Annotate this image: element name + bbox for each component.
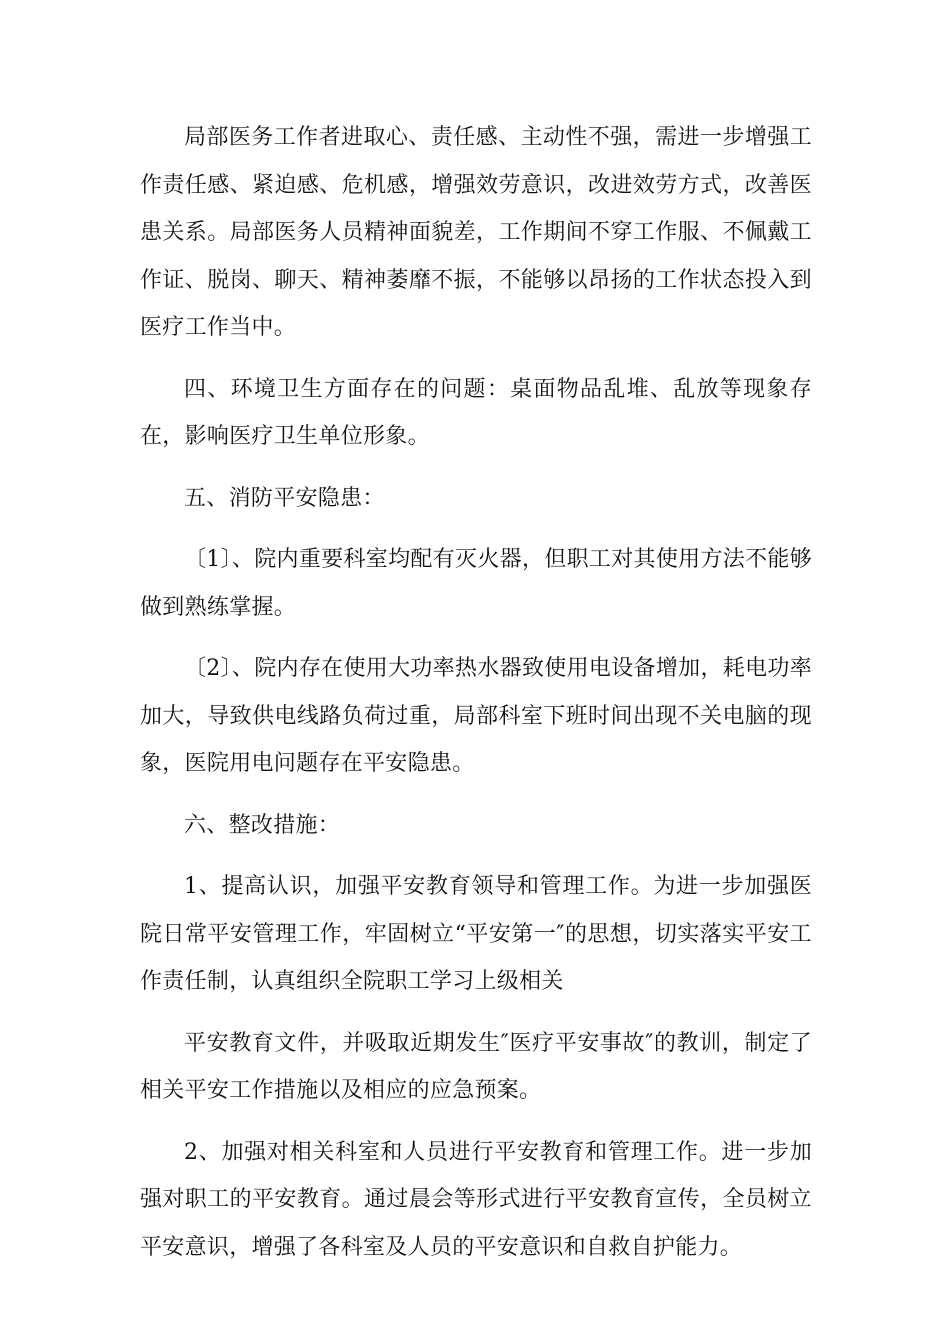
- paragraph-electrical-hazard: 〔2〕、院内存在使用大功率热水器致使用电设备增加，耗电功率加大，导致供电线路负荷过重，局部科室下班时间出现不关电脑的现象，医院用电问题存在平安隐患。: [140, 656, 812, 776]
- paragraph-measure-1-continued: 平安教育文件，并吸取近期发生″医疗平安事故″的教训，制定了相关平安工作措施以及相应的应急预案。: [140, 1030, 812, 1103]
- paragraph-environment-hygiene: 四、环境卫生方面存在的问题：桌面物品乱堆、乱放等现象存在，影响医疗卫生单位形象。: [140, 376, 812, 449]
- paragraph-fire-extinguishers: 〔1〕、院内重要科室均配有灭火器，但职工对其使用方法不能够做到熟练掌握。: [140, 547, 812, 620]
- document-page: [140, 114, 812, 1285]
- paragraph-measure-2: 2、加强对相关科室和人员进行平安教育和管理工作。进一步加强对职工的平安教育。通过晨会等形式进行平安教育宣传，全员树立平安意识，增强了各科室及人员的平安意识和自救自护能力。: [140, 1139, 812, 1260]
- paragraph-measure-1: 1、提高认识，加强平安教育领导和管理工作。为进一步加强医院日常平安管理工作，牢固树立“平安第一″的思想，切实落实平安工作责任制，认真组织全院职工学习上级相关: [140, 874, 812, 994]
- heading-fire-safety: 五、消防平安隐患：: [184, 485, 385, 511]
- heading-rectification-measures: 六、整改措施：: [184, 812, 341, 838]
- paragraph-staff-attitude: 局部医务工作者进取心、责任感、主动性不强，需进一步增强工作责任感、紧迫感、危机感，增强效劳意识，改进效劳方式，改善医患关系。局部医务人员精神面貌差，工作期间不穿工作服、不佩戴工作证、脱岗、聊天、精神萎靡不振，不能够以昂扬的工作状态投入到医疗工作当中。: [140, 125, 812, 340]
